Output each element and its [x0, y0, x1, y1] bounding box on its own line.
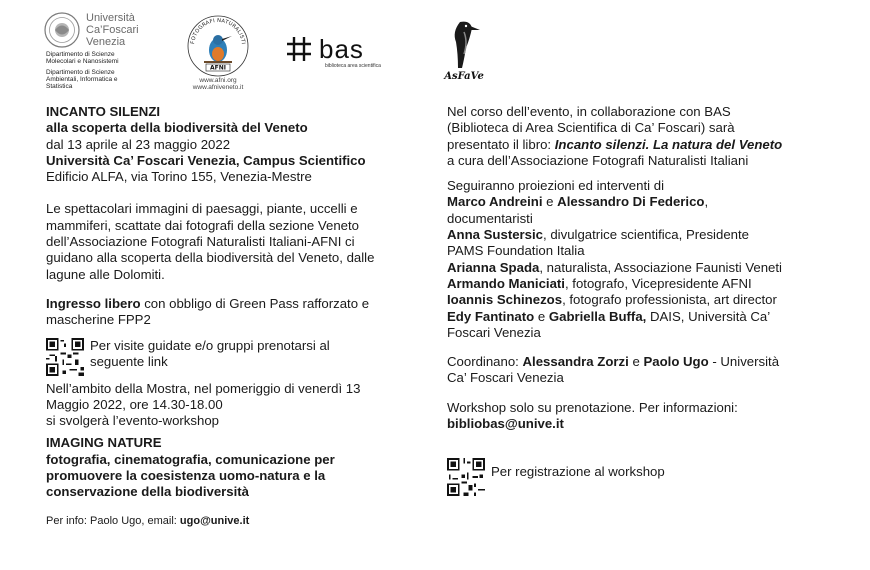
contact-email-link[interactable]: ugo@unive.it — [179, 514, 250, 527]
left-column — [46, 104, 426, 528]
qr-code-workshop-registration[interactable] — [447, 458, 485, 496]
imaging-nature-block: IMAGING NATURE fotografia, cinematografia, comunicazione per promuovere la coesistenza uomo-natura e la conservazione della biodiversità — [46, 435, 426, 500]
workshop-booking: Workshop solo su prenotazione. Per informazioni: bibliobas@unive.it — [447, 400, 847, 433]
qr-code-guided-visits[interactable] — [46, 338, 84, 376]
afni-urls: www.afni.org www.afniveneto.it — [192, 77, 244, 91]
exhibition-subtitle: alla scoperta della biodiversità del Veneto — [46, 120, 308, 136]
afni-ring-text: FOTOGRAFI NATURALISTI — [190, 17, 246, 45]
workshop-registration — [447, 458, 847, 496]
asfave-label: AsFaVe — [444, 71, 484, 82]
afni-badge-text: AFNI — [210, 64, 226, 72]
speakers-list: Seguiranno proiezioni ed interventi di Marco Andreini e Alessandro Di Federico, documentaristi Anna Sustersic, divulgatrice scientifica, Presidente PAMS Foundation Italia Arianna Spada, naturalista, Associazione Faunisti Veneti Armando Maniciati, fotografo, Vicepresidente AFNI Ioannis Schinezos, fotografo professionista, art director Edy Fantinato e Gabriella Buffa, DAIS, Università Ca’ Foscari Venezia — [447, 178, 782, 340]
right-column — [447, 104, 847, 496]
exhibition-description: Le spettacolari immagini di paesaggi, piante, uccelli e mammiferi, scattate dai fotografi della sezione Veneto dell’Associazione Fotografi Naturalisti Italiani-AFNI ci guidano alla scoperta della biodiversità del Veneto, dalle lagune alle Dolomiti. — [46, 201, 375, 282]
bas-grid-icon — [285, 35, 313, 63]
asfave-logo — [440, 18, 488, 82]
contact-info: Per info: Paolo Ugo, email: ugo@unive.it — [46, 514, 250, 527]
bas-wordmark: bas — [319, 34, 364, 64]
exhibition-title: INCANTO SILENZI — [46, 104, 161, 119]
exhibition-address: Edificio ALFA, via Torino 155, Venezia-Mestre — [46, 169, 312, 185]
workshop-registration-label: Per registrazione al workshop — [491, 464, 665, 480]
unive-seal-logo — [44, 12, 80, 48]
exhibition-dates: dal 13 aprile al 23 maggio 2022 — [46, 136, 231, 152]
bas-logo — [285, 35, 364, 63]
entry-info: Ingresso libero con obbligo di Green Pass rafforzato e mascherine FPP2 — [46, 295, 370, 328]
unive-name: Università Ca’Foscari Venezia — [86, 12, 139, 48]
bibliobas-email-link[interactable]: bibliobas@unive.it — [447, 416, 564, 432]
exhibition-venue: Università Ca’ Foscari Venezia, Campus Scientifico — [46, 152, 366, 168]
afni-kingfisher-logo — [184, 12, 252, 80]
unive-department-2: Dipartimento di Scienze Ambientali, Informatica e Statistica — [46, 69, 118, 90]
bas-subtitle: biblioteca area scientifica — [325, 63, 381, 69]
book-title: Incanto silenzi. La natura del Veneto — [554, 136, 783, 152]
book-presentation: Nel corso dell’evento, in collaborazione con BAS (Biblioteca di Area Scientifica di Ca’ Foscari) sarà presentato il libro: Incanto silenzi. La natura del Veneto a cura dell’Associazione Fotografi Naturalisti Italiani — [447, 104, 783, 168]
unive-department-1: Dipartimento di Scienze Molecolari e Nanosistemi — [46, 51, 119, 65]
workshop-intro: Nell’ambito della Mostra, nel pomeriggio di venerdì 13 Maggio 2022, ore 14.30-18.00 si svolgerà l’evento-workshop — [46, 380, 361, 429]
guided-visits: Per visite guidate e/o gruppi prenotarsi al seguente link — [46, 338, 426, 376]
coordinators: Coordinano: Alessandra Zorzi e Paolo Ugo - Università Ca’ Foscari Venezia — [447, 354, 780, 386]
imaging-title: IMAGING NATURE — [46, 435, 162, 451]
